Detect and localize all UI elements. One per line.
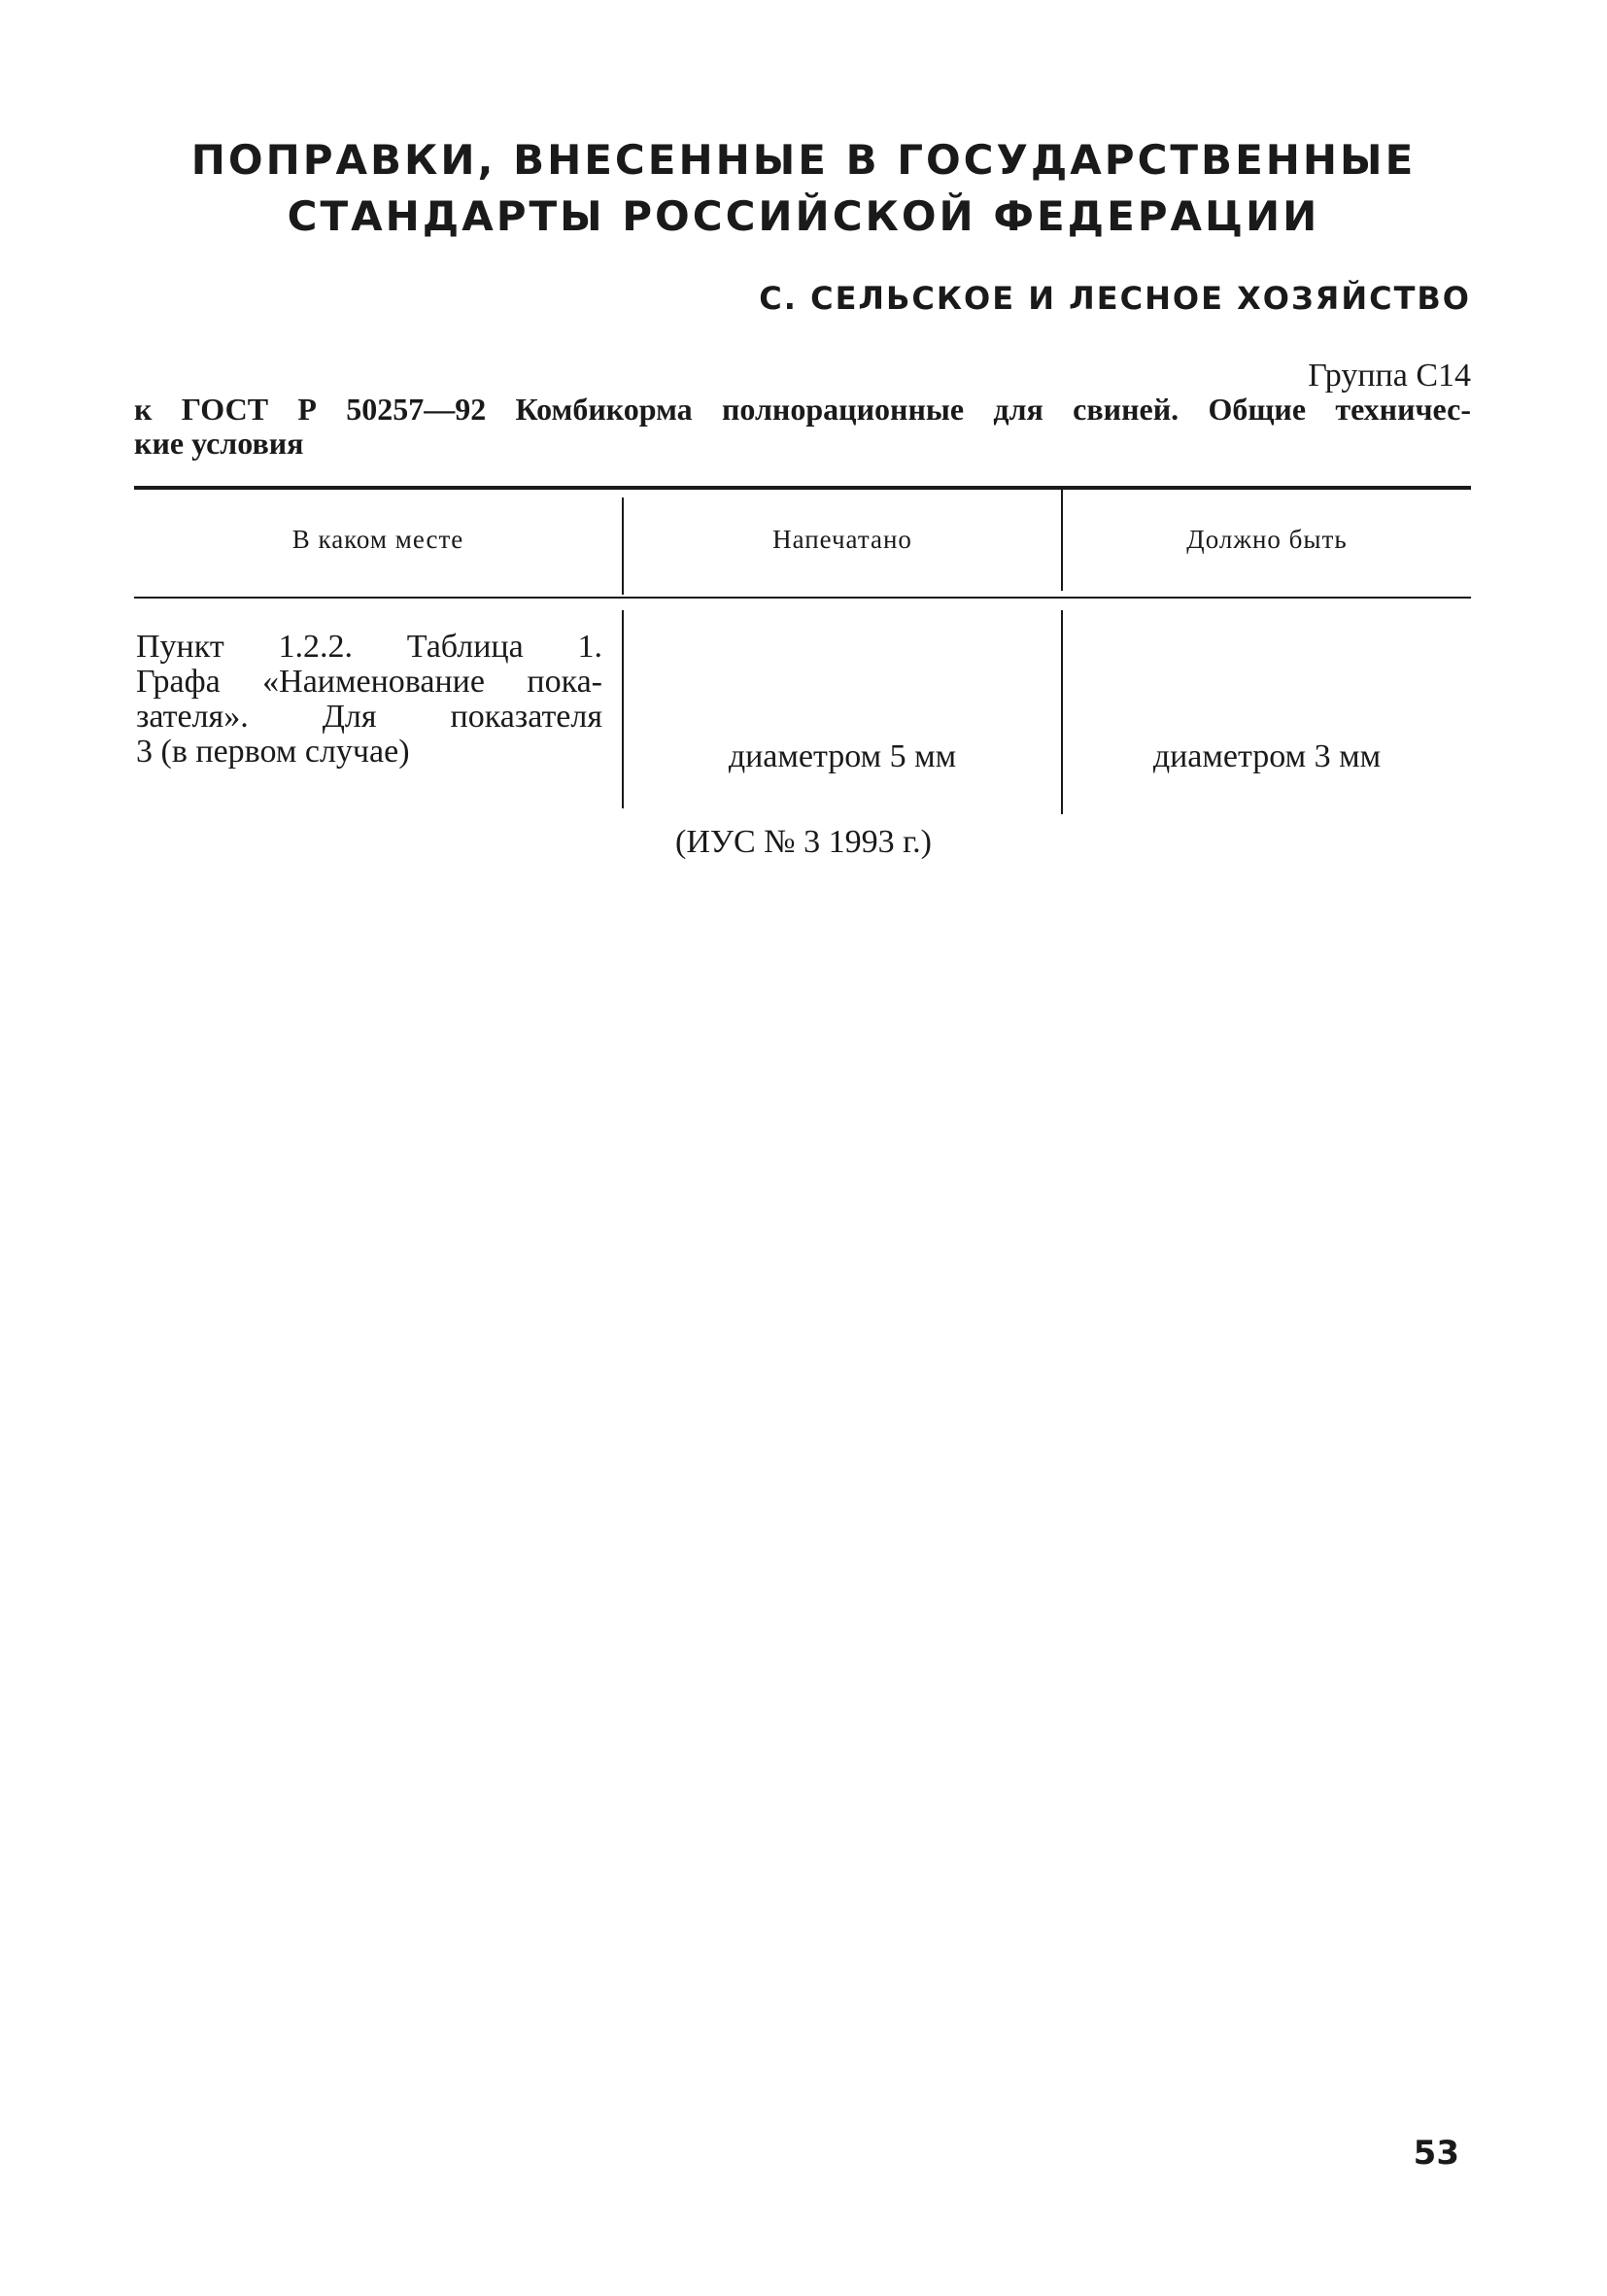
group-code: Группа С14 — [1308, 358, 1471, 394]
title-line-1: ПОПРАВКИ, ВНЕСЕННЫЕ В ГОСУДАРСТВЕННЫЕ — [190, 136, 1417, 184]
page-number: 53 — [1413, 2134, 1459, 2173]
place-line: Графа «Наименование пока- — [136, 664, 602, 700]
place-line: зателя». Для показателя — [136, 699, 602, 735]
column-divider — [1061, 610, 1063, 814]
header-correct: Должно быть — [1186, 525, 1348, 554]
table-top-rule — [134, 486, 1471, 490]
cell-printed: диаметром 5 мм — [728, 738, 957, 774]
place-line: 3 (в первом случае) — [136, 734, 410, 770]
section-heading: С. СЕЛЬСКОЕ И ЛЕСНОЕ ХОЗЯЙСТВО — [759, 280, 1471, 317]
cell-place — [136, 630, 602, 770]
table-header-rule — [134, 597, 1471, 599]
column-divider — [622, 610, 624, 808]
gost-reference-line-1: к ГОСТ Р 50257—92 Комбикорма полнорационные для свиней. Общие техничес- — [134, 392, 1471, 427]
place-line: Пункт 1.2.2. Таблица 1. — [136, 629, 602, 665]
header-printed: Напечатано — [772, 525, 912, 554]
gost-reference-line-2: кие условия — [134, 426, 304, 461]
cell-correct: диаметром 3 мм — [1152, 738, 1382, 774]
header-place: В каком месте — [291, 525, 464, 554]
gost-reference — [134, 393, 1471, 461]
title-line-2: СТАНДАРТЫ РОССИЙСКОЙ ФЕДЕРАЦИИ — [287, 192, 1320, 240]
source-reference: (ИУС № 3 1993 г.) — [675, 824, 932, 860]
